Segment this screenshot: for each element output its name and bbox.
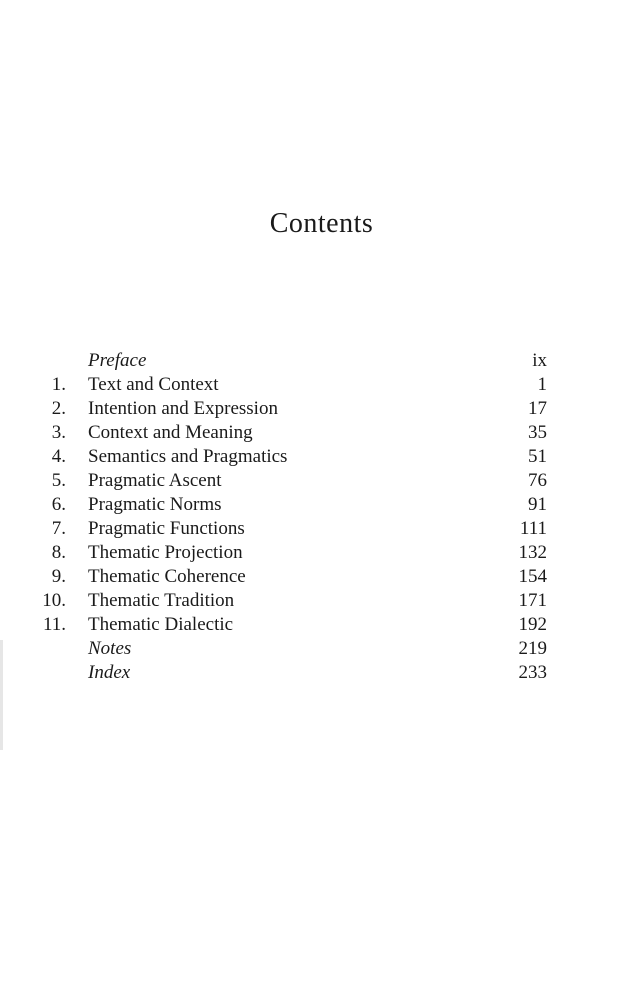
toc-entry-chapter-7[interactable] (0, 517, 643, 541)
toc-entry-page: 132 (518, 542, 547, 563)
toc-entry-title: Intention and Expression (88, 398, 278, 419)
toc-entry-page: 171 (518, 590, 547, 611)
toc-entry-page: 91 (528, 494, 547, 515)
toc-entry-page: 111 (519, 518, 547, 539)
toc-entry-number: 5. (51, 470, 66, 491)
toc-entry-title: Thematic Projection (88, 542, 243, 563)
toc-entry-page: 1 (537, 374, 547, 395)
toc-entry-number: 10. (42, 590, 66, 611)
toc-entry-page: 35 (528, 422, 547, 443)
toc-entry-preface[interactable] (0, 349, 643, 373)
toc-entry-page: 154 (518, 566, 547, 587)
toc-entry-chapter-11[interactable] (0, 613, 643, 637)
toc-entry-chapter-6[interactable] (0, 493, 643, 517)
toc-entry-title: Semantics and Pragmatics (88, 446, 288, 467)
toc-entry-title: Pragmatic Ascent (88, 470, 222, 491)
toc-entry-chapter-9[interactable] (0, 565, 643, 589)
toc-entry-number: 1. (51, 374, 66, 395)
toc-entry-chapter-4[interactable] (0, 445, 643, 469)
toc-entry-chapter-2[interactable] (0, 397, 643, 421)
toc-entry-number: 8. (51, 542, 66, 563)
toc-entry-number: 4. (51, 446, 66, 467)
page-title: Contents (269, 208, 374, 239)
toc-entry-number: 2. (51, 398, 66, 419)
toc-entry-chapter-3[interactable] (0, 421, 643, 445)
toc-entry-notes[interactable] (0, 637, 643, 661)
toc-entry-chapter-8[interactable] (0, 541, 643, 565)
toc-entry-title: Thematic Coherence (88, 566, 246, 587)
toc-entry-index[interactable] (0, 661, 643, 685)
toc-entry-page: 17 (528, 398, 547, 419)
toc-entry-number: 11. (42, 614, 66, 635)
toc-entry-title: Notes (88, 638, 132, 659)
toc-entry-number: 6. (51, 494, 66, 515)
toc-entry-page: 233 (518, 662, 547, 683)
toc-entry-page: 219 (518, 638, 547, 659)
table-of-contents (0, 349, 643, 685)
toc-entry-title: Text and Context (88, 374, 219, 395)
toc-entry-title: Preface (88, 350, 147, 371)
toc-entry-title: Index (88, 662, 131, 683)
toc-entry-title: Thematic Tradition (88, 590, 235, 611)
toc-entry-title: Thematic Dialectic (88, 614, 234, 635)
toc-entry-page: 51 (528, 446, 547, 467)
toc-entry-number: 9. (51, 566, 66, 587)
toc-entry-chapter-1[interactable] (0, 373, 643, 397)
toc-entry-page: ix (532, 350, 547, 371)
toc-entry-chapter-10[interactable] (0, 589, 643, 613)
toc-entry-title: Pragmatic Norms (88, 494, 222, 515)
toc-entry-title: Context and Meaning (88, 422, 253, 443)
toc-entry-number: 3. (51, 422, 66, 443)
toc-entry-number: 7. (51, 518, 66, 539)
toc-entry-page: 76 (528, 470, 547, 491)
toc-entry-page: 192 (518, 614, 547, 635)
toc-entry-chapter-5[interactable] (0, 469, 643, 493)
toc-entry-title: Pragmatic Functions (88, 518, 245, 539)
